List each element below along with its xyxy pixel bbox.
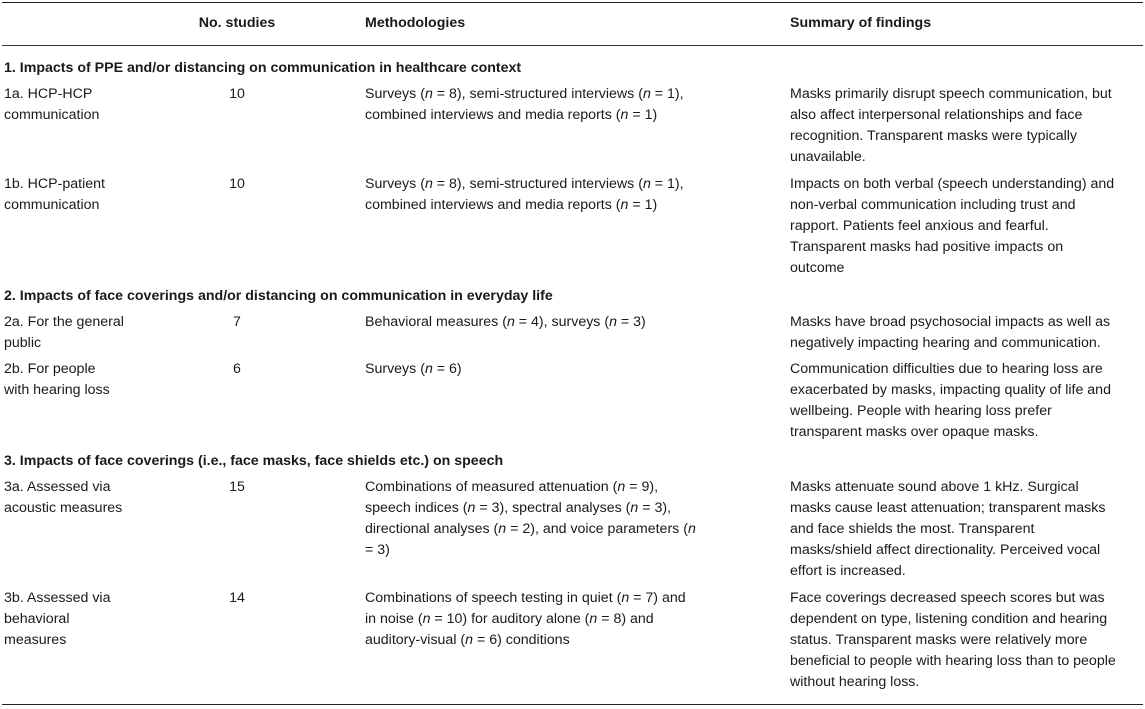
methods-line: = 3)	[365, 542, 390, 558]
row-count: 6	[233, 361, 241, 377]
row-label: 2b. For people with hearing loss	[4, 361, 110, 398]
methods-line: combined interviews and media reports (n = 1)	[365, 107, 658, 123]
header-rule	[2, 45, 1143, 46]
section-title-1: 1. Impacts of PPE and/or distancing on communication in healthcare context	[4, 60, 522, 76]
row-count: 14	[229, 590, 245, 606]
row-methods	[365, 588, 737, 651]
header-summary-of-findings: Summary of findings	[790, 15, 932, 31]
row-label: 1a. HCP-HCP communication	[4, 86, 100, 123]
row-count: 15	[229, 479, 245, 495]
row-label: 1b. HCP-patient communication	[4, 176, 105, 213]
row-label: 2a. For the general public	[4, 314, 124, 351]
row-label: 3a. Assessed via acoustic measures	[4, 479, 123, 516]
row-methods	[365, 312, 737, 333]
methods-line: Combinations of speech testing in quiet (n = 7) and	[365, 590, 686, 606]
row-count: 10	[229, 176, 245, 192]
methods-line: combined interviews and media reports (n = 1)	[365, 197, 658, 213]
row-methods	[365, 477, 737, 561]
section-title-2: 2. Impacts of face coverings and/or distancing on communication in everyday life	[4, 288, 553, 304]
row-findings: Masks attenuate sound above 1 kHz. Surgical masks cause least attenuation; transparent masks and face shields the most. Transparent masks/shield affect directionality. Perceived vocal effort is increased.	[790, 479, 1106, 579]
row-findings: Face coverings decreased speech scores but was dependent on type, listening condition and hearing status. Transparent masks were relatively more beneficial to people with hearing loss than to people without hearing loss.	[790, 590, 1116, 690]
row-methods	[365, 84, 737, 126]
table-top-rule	[2, 2, 1143, 3]
methods-line: Behavioral measures (n = 4), surveys (n = 3)	[365, 314, 646, 330]
methods-line: speech indices (n = 3), spectral analyses (n = 3),	[365, 500, 672, 516]
row-count: 10	[229, 86, 245, 102]
row-methods	[365, 359, 737, 380]
section-title-3: 3. Impacts of face coverings (i.e., face masks, face shields etc.) on speech	[4, 453, 504, 469]
row-count: 7	[233, 314, 241, 330]
methods-line: directional analyses (n = 2), and voice parameters (n	[365, 521, 696, 537]
row-label: 3b. Assessed via behavioral measures	[4, 590, 111, 648]
row-methods	[365, 174, 737, 216]
methods-line: Surveys (n = 8), semi-structured interviews (n = 1),	[365, 176, 684, 192]
row-findings: Communication difficulties due to hearing loss are exacerbated by masks, impacting quality of life and wellbeing. People with hearing loss prefer transparent masks over opaque masks.	[790, 361, 1111, 440]
row-findings: Masks have broad psychosocial impacts as well as negatively impacting hearing and communication.	[790, 314, 1111, 351]
row-findings: Impacts on both verbal (speech understanding) and non-verbal communication including trust and rapport. Patients feel anxious and fearful. Transparent masks had positive impacts on outcome	[790, 176, 1115, 276]
methods-line: Combinations of measured attenuation (n = 9),	[365, 479, 659, 495]
row-findings: Masks primarily disrupt speech communication, but also affect interpersonal relationships and face recognition. Transparent masks were typically unavailable.	[790, 86, 1112, 165]
methods-line: auditory-visual (n = 6) conditions	[365, 632, 570, 648]
methods-line: Surveys (n = 6)	[365, 361, 462, 377]
methods-line: Surveys (n = 8), semi-structured interviews (n = 1),	[365, 86, 684, 102]
header-methodologies: Methodologies	[365, 15, 466, 31]
methods-line: in noise (n = 10) for auditory alone (n = 8) and	[365, 611, 654, 627]
header-no-studies: No. studies	[198, 15, 276, 31]
table-bottom-rule	[2, 704, 1143, 705]
